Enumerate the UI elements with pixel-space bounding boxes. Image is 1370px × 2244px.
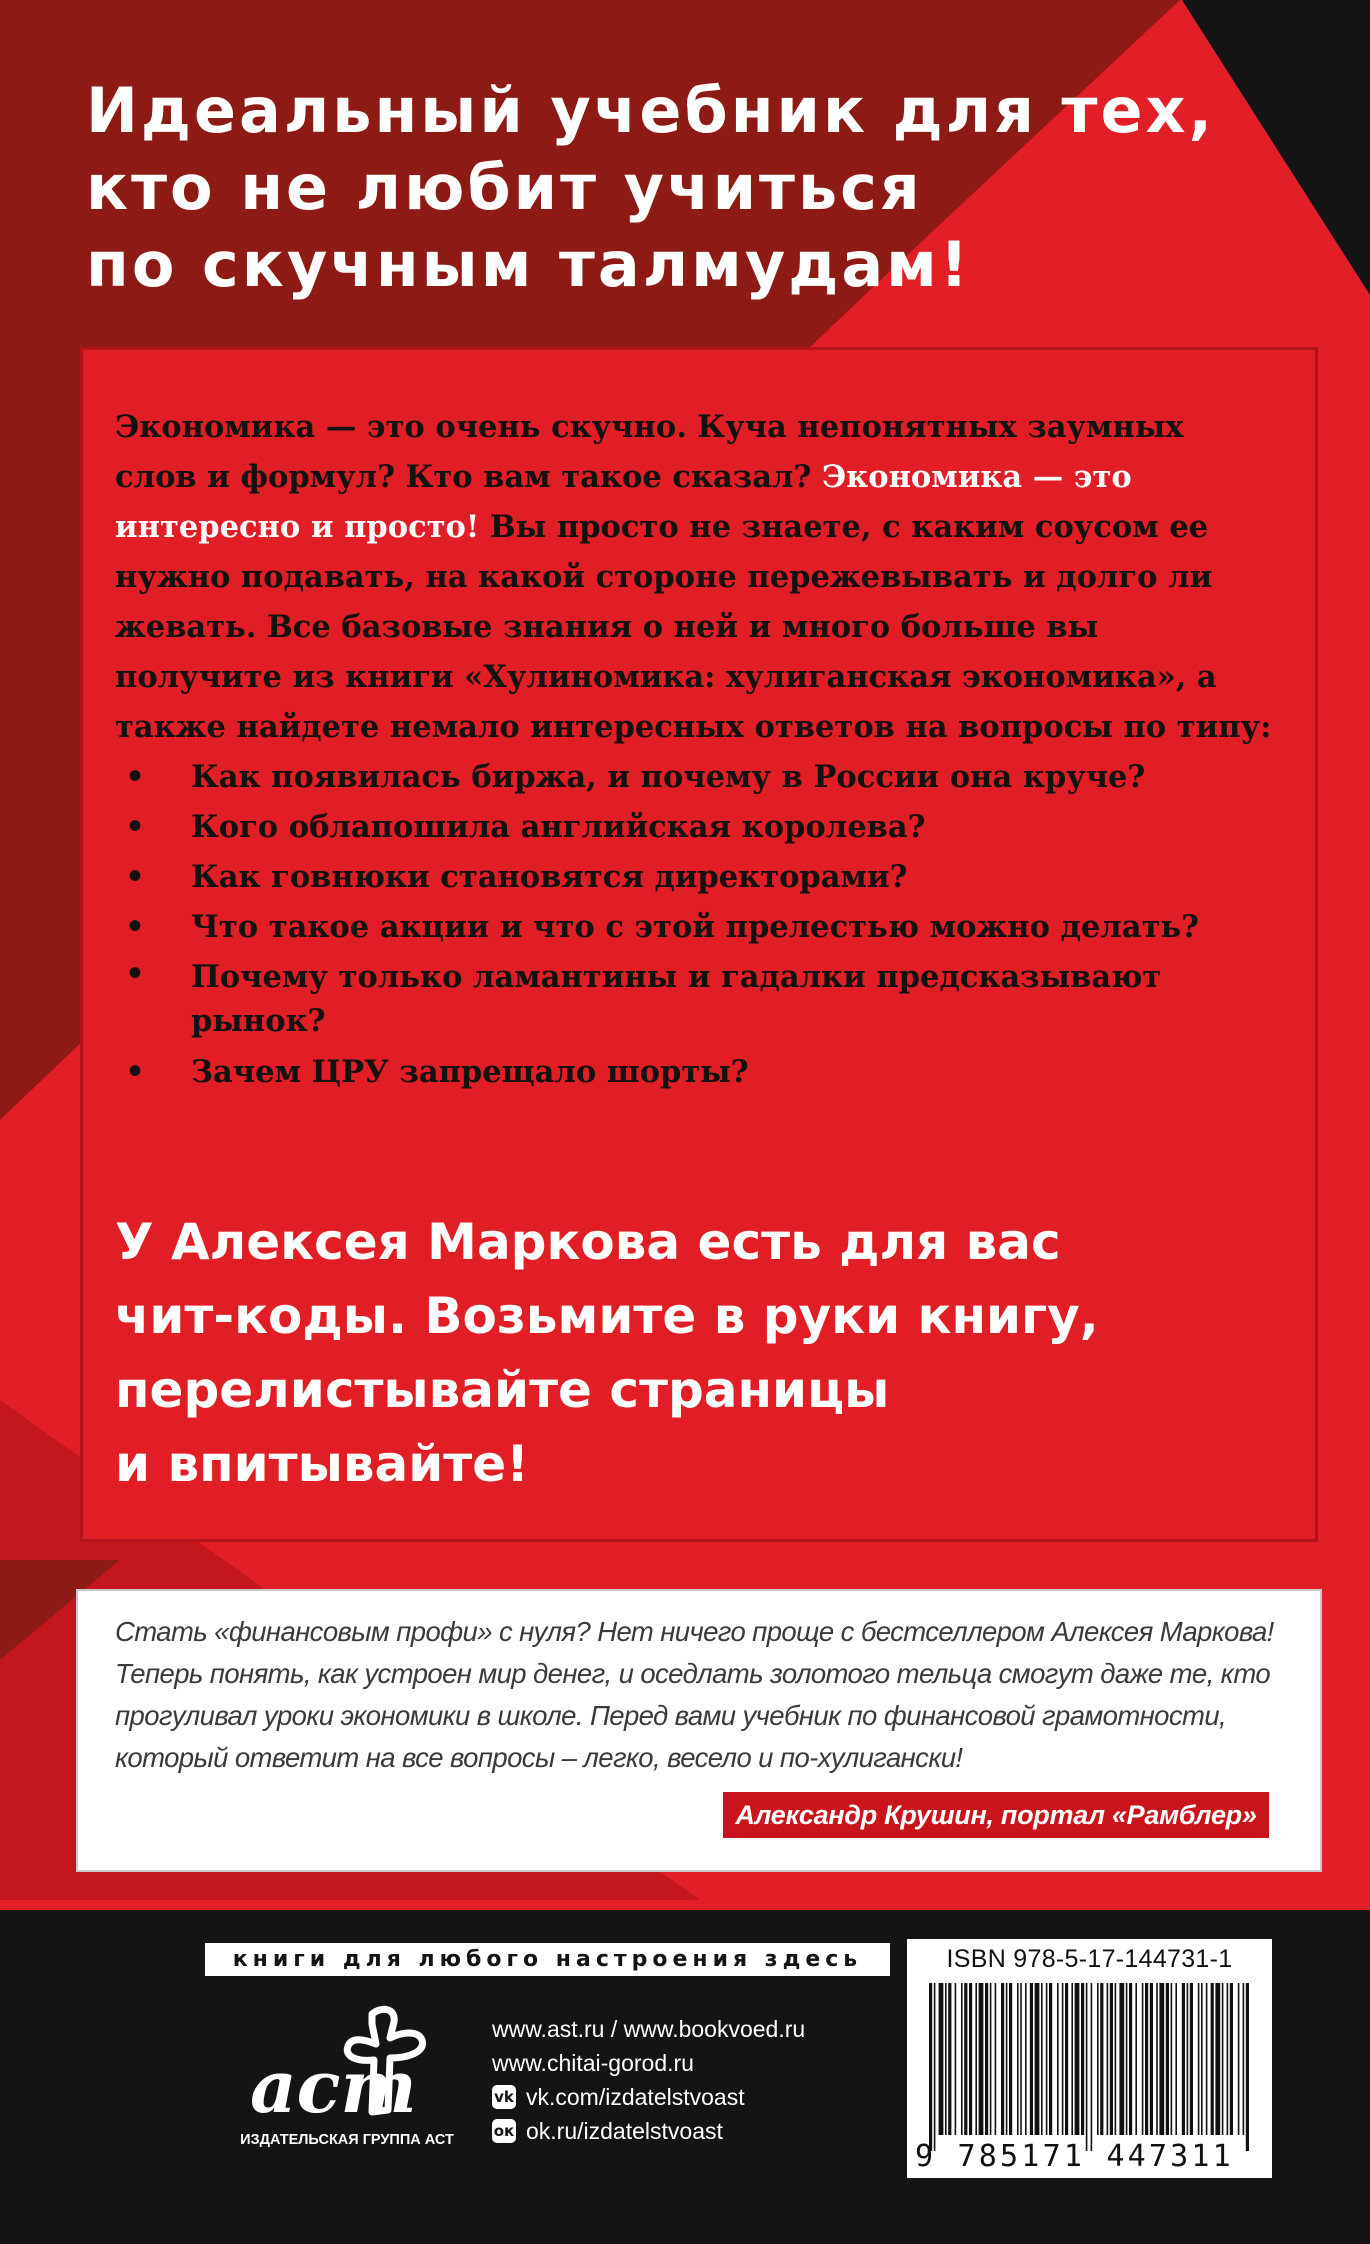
barcode-bar (1145, 1983, 1148, 2135)
barcode-bar (1065, 1983, 1068, 2135)
barcode-bar (1017, 1983, 1019, 2135)
barcode-bar (995, 1983, 997, 2135)
barcode-bar (1198, 1983, 1200, 2135)
list-item (115, 852, 1275, 902)
vk-link[interactable]: vk.com/izdatelstvoast (526, 2084, 745, 2110)
barcode-bar (1142, 1983, 1144, 2135)
barcode-bar (990, 1983, 992, 2135)
barcode-bar (1046, 1983, 1048, 2135)
website-link-chitai-gorod[interactable]: www.chitai-gorod.ru (492, 2050, 694, 2076)
barcode-bar (934, 1983, 936, 2151)
question-text: Как говнюки становятся директорами? (191, 859, 908, 895)
barcode-bar (1091, 1983, 1093, 2151)
barcode-bar (1246, 1983, 1249, 2151)
barcode-bar (1187, 1983, 1189, 2135)
barcode-bar (1230, 1983, 1233, 2135)
barcode-bar (929, 1983, 932, 2151)
bullet-icon: • (125, 909, 145, 945)
barcode-bar (1071, 1983, 1073, 2135)
intro-part-2: Вы просто не знаете, с каким соусом ее нужно подавать, на какой стороне пережевывать и долго ли жевать. Все базовые знания о ней и много больше вы получите из книги «Хулиномика: хулиганская экономика», а также найдете немало интересных ответов на вопросы по типу: (115, 509, 1272, 745)
barcode-bar (1227, 1983, 1229, 2135)
bullet-icon: • (125, 759, 145, 795)
barcode-bar (945, 1983, 947, 2135)
publisher-links (492, 2012, 892, 2148)
description-text (115, 402, 1275, 1097)
barcode-bar (1156, 1983, 1158, 2135)
barcode-bar (1175, 1983, 1177, 2135)
headline-line-3: по скучным талмудам! (86, 228, 972, 301)
barcode-bar (1009, 1983, 1012, 2135)
intro-part-1: Экономика — это очень скучно. Куча непонятных заумных слов и формул? Кто вам такое сказал? (115, 409, 1184, 495)
headline-line-1: Идеальный учебник для тех, (86, 74, 1216, 147)
list-item (115, 952, 1275, 1047)
list-item (115, 902, 1275, 952)
barcode-bar (1201, 1983, 1203, 2135)
barcode-bar (1030, 1983, 1033, 2135)
review-text: Стать «финансовым профи» с нуля? Нет ничего проще с бестселлером Алексея Маркова! Теперь понять, как устроен мир денег, и оседлать золотого тельца смогут даже те, кто прогуливал уроки экономики в школе. Перед вами учебник по финансовой грамотности, который ответит на все вопросы – легко, весело и по-хулигански! (115, 1616, 1274, 1773)
headline-line-2: кто не любит учиться (86, 151, 923, 224)
barcode-bar (1222, 1983, 1224, 2135)
ast-logo-icon (232, 2000, 472, 2130)
barcode-bar (1135, 1983, 1137, 2135)
barcode-bar (1129, 1983, 1132, 2135)
barcode-bar (1097, 1983, 1099, 2135)
barcode-bar (1081, 1983, 1084, 2135)
links-row-1 (492, 2012, 892, 2046)
links-row-ok (492, 2114, 892, 2148)
headline (86, 72, 1286, 303)
slogan-strip: книги для любого настроения здесь (205, 1943, 890, 1976)
barcode-bar (1119, 1983, 1124, 2135)
question-text: Почему только ламантины и гадалки предсказывают рынок? (191, 959, 1162, 1039)
barcode-bar (1020, 1983, 1022, 2135)
barcode-bar (1211, 1983, 1214, 2135)
barcode-bar (1035, 1983, 1040, 2135)
barcode-bar (975, 1983, 977, 2135)
list-item (115, 752, 1275, 802)
barcode-bar (1159, 1983, 1164, 2135)
barcode-bar (1166, 1983, 1169, 2135)
barcode-bar (1171, 1983, 1173, 2135)
barcode-bar (1041, 1983, 1043, 2135)
barcode-bar (1150, 1983, 1153, 2135)
question-text: Зачем ЦРУ запрещало шорты? (191, 1054, 749, 1090)
barcode-bar (961, 1983, 963, 2135)
barcode-bar (948, 1983, 951, 2135)
bullet-icon: • (125, 956, 145, 992)
cheat-line-2: чит-коды. Возьмите в руки книгу, (115, 1287, 1099, 1345)
barcode-area (907, 1939, 1272, 2178)
barcode-bar (1062, 1983, 1064, 2135)
question-list (115, 752, 1275, 1097)
question-text: Как появилась биржа, и почему в России она круче? (191, 759, 1146, 795)
barcode-bar (1215, 1983, 1220, 2135)
barcode-bar (1115, 1983, 1117, 2135)
ast-logo (232, 2000, 472, 2150)
barcode-bar (1086, 1983, 1088, 2151)
barcode-bar (1100, 1983, 1103, 2135)
odnoklassniki-icon: ок (492, 2119, 516, 2143)
publisher-caption: ИЗДАТЕЛЬСКАЯ ГРУППА АСТ (240, 2132, 454, 2148)
list-item (115, 1047, 1275, 1097)
links-row-2 (492, 2046, 892, 2080)
intro-highlight: Экономика — это интересно и просто! (115, 459, 1132, 545)
barcode-bar (964, 1983, 967, 2135)
barcode-bar (979, 1983, 984, 2135)
barcode-bar (1057, 1983, 1059, 2135)
review-author: Александр Крушин, портал «Рамблер» (723, 1792, 1269, 1838)
intro-paragraph (115, 402, 1275, 752)
cheat-line-4: и впитывайте! (115, 1435, 529, 1493)
cheat-line-1: У Алексея Маркова есть для вас (115, 1213, 1061, 1271)
barcode-bar (1075, 1983, 1080, 2135)
barcode-bar (1107, 1983, 1109, 2135)
cheat-line-3: перелистывайте страницы (115, 1361, 890, 1419)
links-row-vk (492, 2080, 892, 2114)
barcode-bar (985, 1983, 988, 2135)
isbn-number: ISBN 978-5-17-144731-1 (946, 1945, 1233, 1973)
barcode-bar (1238, 1983, 1240, 2135)
barcode-bar (1001, 1983, 1004, 2135)
barcode-bar (955, 1983, 957, 2135)
barcode-bar (1243, 1983, 1245, 2135)
cheat-codes-callout (115, 1205, 1265, 1501)
barcode-icon (925, 1983, 1255, 2159)
barcode-bar (1110, 1983, 1113, 2135)
list-item (115, 802, 1275, 852)
barcode-bar (1025, 1983, 1027, 2135)
barcode-digits: 9 785171 447311 (915, 2139, 1234, 2174)
bullet-icon: • (125, 809, 145, 845)
barcode-bar (939, 1983, 944, 2135)
barcode-bar (1006, 1983, 1008, 2135)
question-text: Что такое акции и что с этой прелестью можно делать? (191, 909, 1200, 945)
barcode-bar (1182, 1983, 1185, 2135)
barcode-bar (1206, 1983, 1208, 2135)
barcode-bar (1126, 1983, 1128, 2135)
barcode-bar (1190, 1983, 1193, 2135)
logo-text: аст (250, 2044, 417, 2129)
barcode-bar (1049, 1983, 1052, 2135)
barcode-bar (969, 1983, 972, 2135)
question-text: Кого облапошила английская королева? (191, 809, 926, 845)
bullet-icon: • (125, 859, 145, 895)
ok-link[interactable]: ok.ru/izdatelstvoast (526, 2118, 723, 2144)
website-links[interactable]: www.ast.ru / www.bookvoed.ru (492, 2016, 806, 2042)
bullet-icon: • (125, 1054, 145, 1090)
vk-icon: vk (492, 2085, 516, 2109)
